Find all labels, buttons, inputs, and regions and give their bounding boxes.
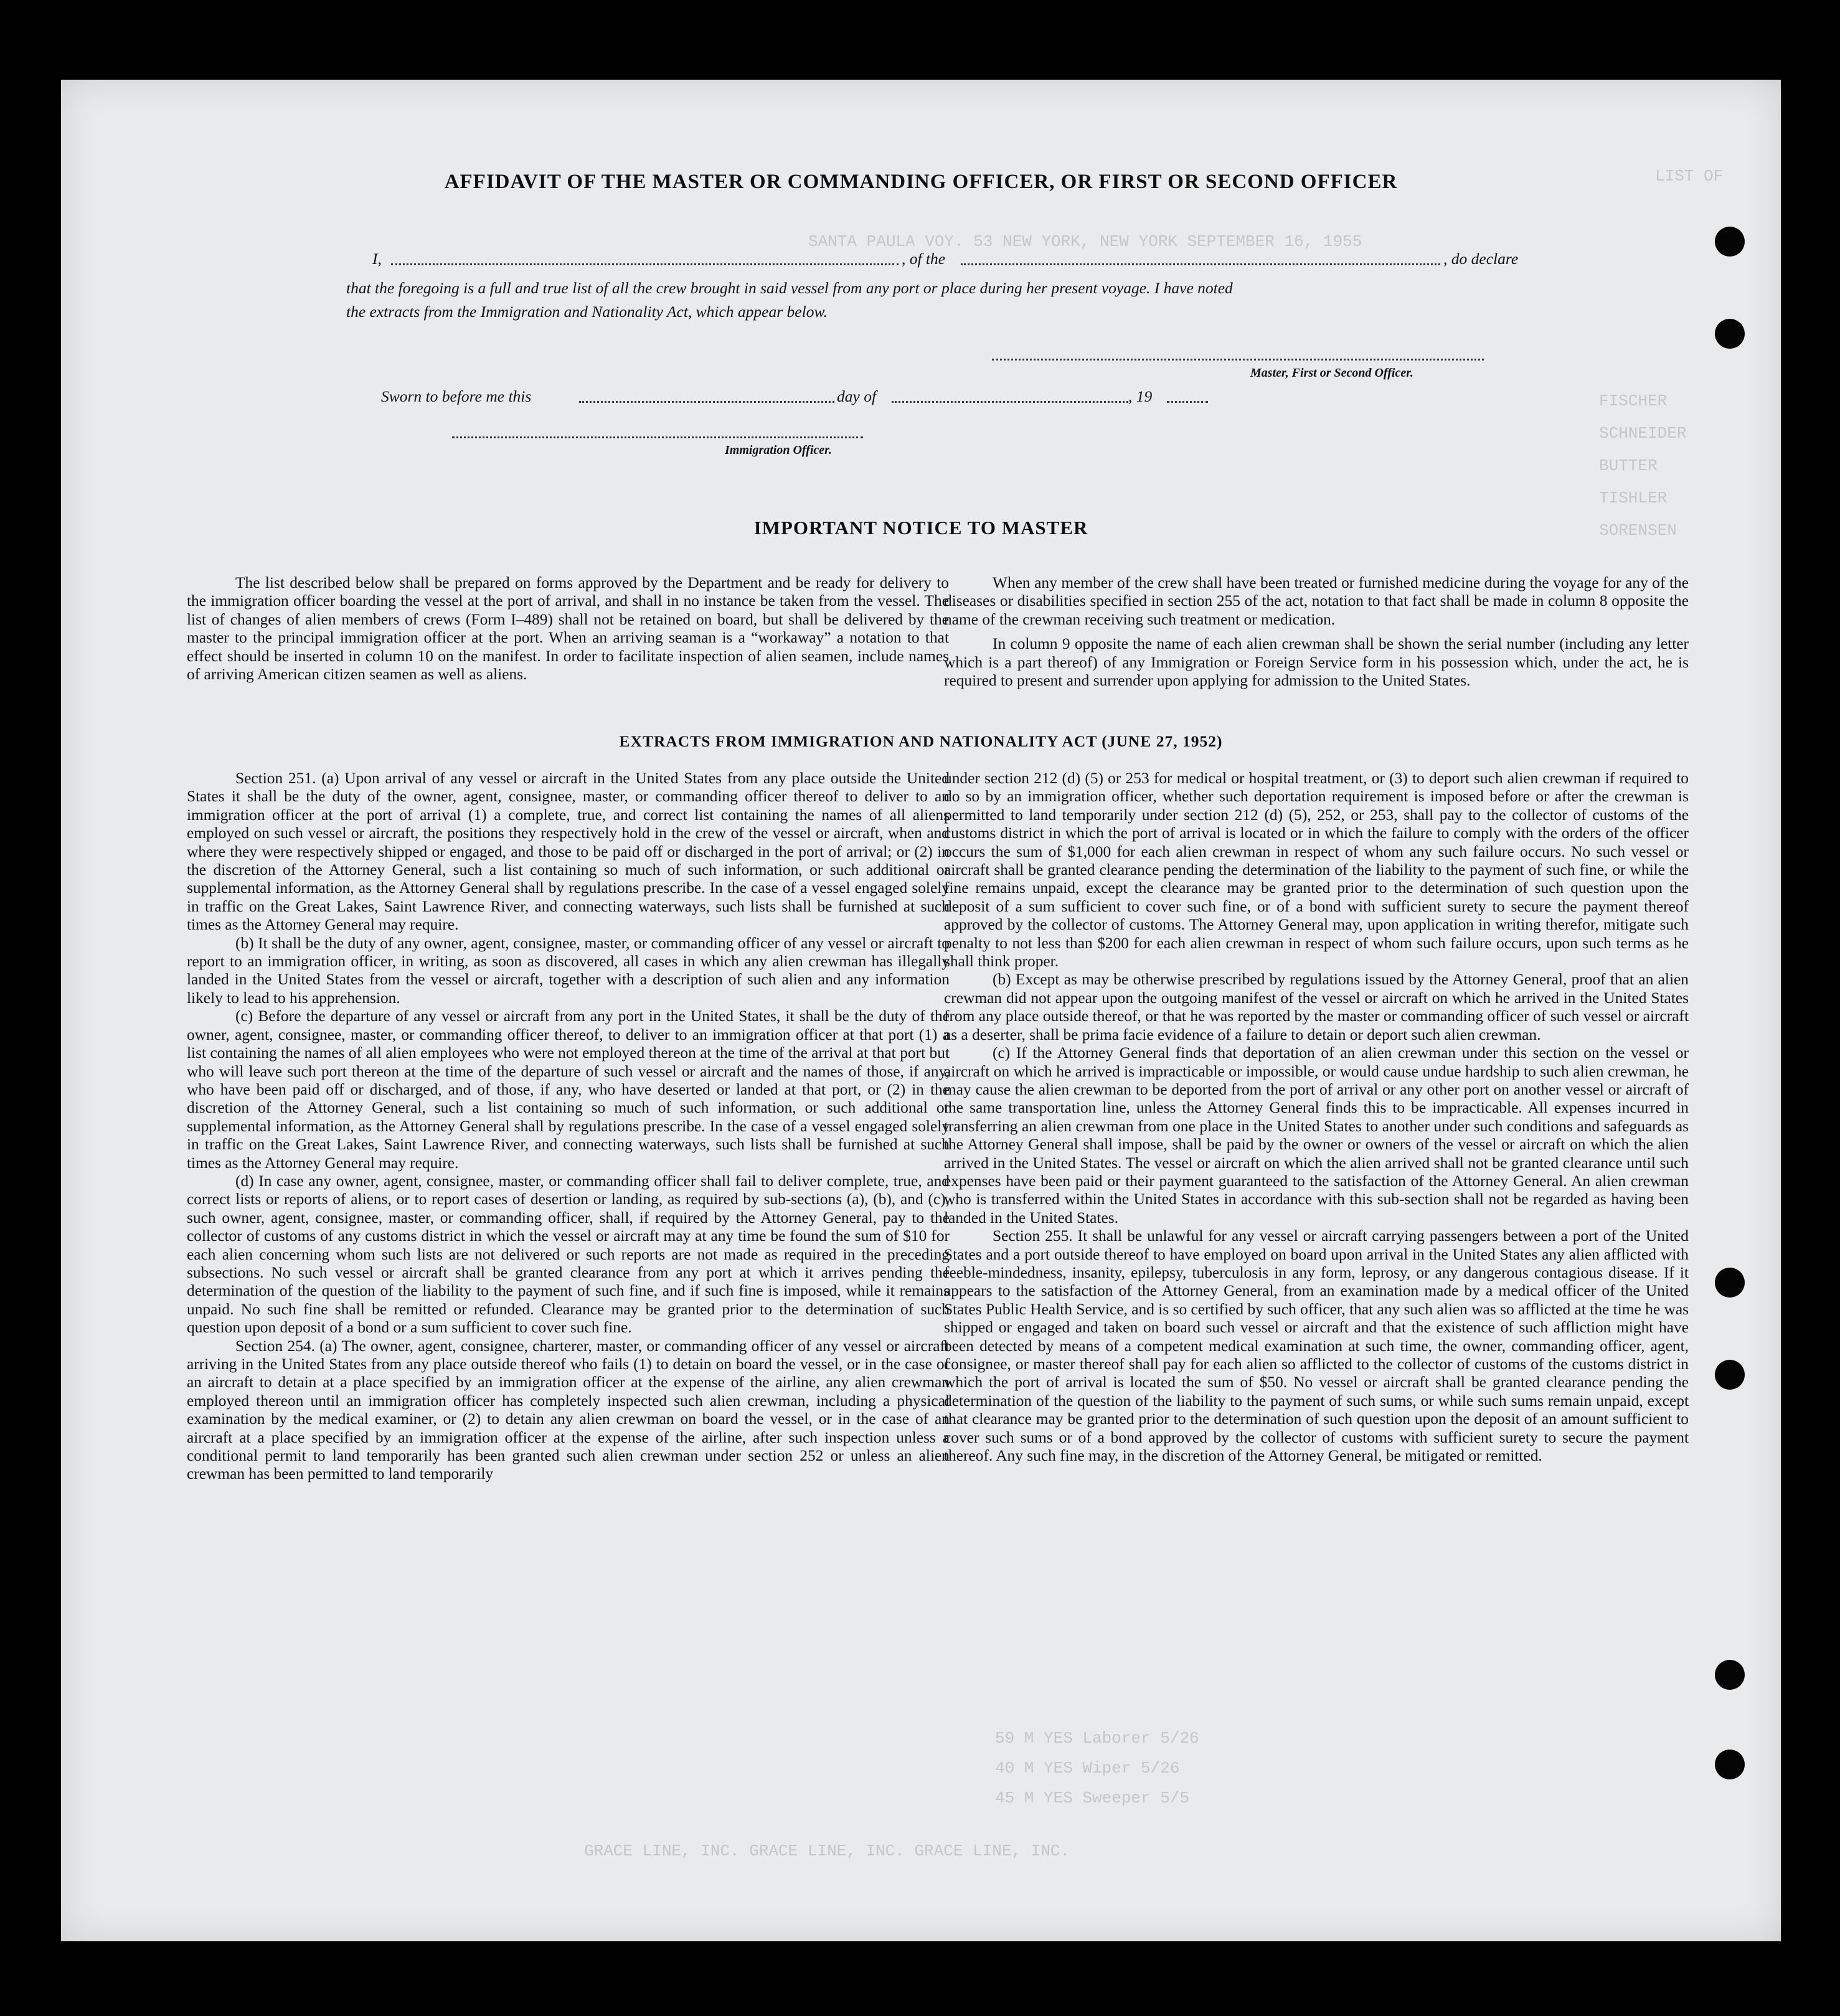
section-251-a: Section 251. (a) Upon arrival of any vessel or aircraft in the United States from any place outside the United States it shall be the duty of the owner, agent, consignee, master, or commanding officer thereof to deliver to an immigration officer at the port of arrival (1) a complete, true, and correct list containing the names of all aliens employed on such vessel or aircraft, the positions they respectively hold in the crew of the vessel or aircraft, when and where they were respectively shipped or engaged, and those to be paid off or discharged in the port of arrival; or (2) in the discretion of the Attorney General, such a list containing so much of such information, or such additional or supplemental information, as the Attorney General shall by regulations prescribe. In the case of a vessel engaged solely in traffic on the Great Lakes, Saint Lawrence River, and connecting waterways, such lists shall be furnished at such times as the Attorney General may require. <box>187 770 950 934</box>
sworn-prefix: Sworn to before me this <box>381 387 532 405</box>
notice-right-paragraph-2: In column 9 opposite the name of each alien crewman shall be shown the serial number (including any letter which is a part thereof) of any Immigration or Foreign Service form in his possession which, under the act, he is required to present and surrender upon applying for admission to the United States. <box>944 635 1689 690</box>
bleed-through-text: GRACE LINE, INC. GRACE LINE, INC. GRACE LINE, INC. <box>584 1842 1070 1860</box>
punch-hole <box>1715 1750 1745 1779</box>
punch-hole <box>1715 1660 1745 1690</box>
extracts-right-column <box>944 770 1689 1465</box>
document-sheet <box>61 80 1781 1941</box>
sworn-year: , 19 <box>1128 387 1153 405</box>
punch-hole <box>1715 319 1745 349</box>
signature-caption: Master, First or Second Officer. <box>1250 366 1413 380</box>
affidavit-title: AFFIDAVIT OF THE MASTER OR COMMANDING OFFICER, OR FIRST OR SECOND OFFICER <box>444 171 1398 193</box>
immigration-officer-line[interactable] <box>452 436 863 438</box>
signature-line[interactable] <box>992 359 1484 360</box>
sworn-month-blank[interactable] <box>892 401 1128 403</box>
declaration-do-declare: , do declare <box>1443 250 1519 268</box>
section-255: Section 255. It shall be unlawful for any vessel or aircraft carrying passengers between a port of the United States and a port outside thereof to have employed on board upon arrival in the United States any alien afflicted with feeble-mindedness, insanity, epilepsy, tuberculosis in any form, leprosy, or any dangerous contagious disease. If it appears to the satisfaction of the Attorney General, from an examination made by a medical officer of the United States Public Health Service, and is so certified by such officer, that any such alien was so afflicted at the time he was shipped or engaged and taken on board such vessel or aircraft and that the existence of such affliction might have been detected by means of a competent medical examination at such time, the owner, commanding officer, agent, consignee, or master thereof shall pay for each alien so afflicted to the collector of customs of the customs district in which the port of arrival is located the sum of $50. No vessel or aircraft shall be granted clearance pending the determination of the question of the liability to the payment of such sums, or while such sums remain unpaid, except that clearance may be granted prior to the determination of such question upon the deposit of an amount sufficient to cover such sums or of a bond approved by the collector of customs with sufficient surety to secure the payment thereof. Any such fine may, in the discretion of the Attorney General, be mitigated or remitted. <box>944 1227 1689 1465</box>
punch-hole <box>1715 227 1745 257</box>
master-name-blank[interactable] <box>391 263 899 265</box>
sworn-day-blank[interactable] <box>579 401 834 403</box>
immigration-officer-caption: Immigration Officer. <box>725 443 832 457</box>
section-254-a-continued: under section 212 (d) (5) or 253 for medical or hospital treatment, or (3) to deport such alien crewman if required to do so by an immigration officer, whether such deportation requirement is imposed before or after the crewman is permitted to land temporarily under section 212 (d) (5), 252, or 253, shall pay to the collector of customs of the customs district in which the port of arrival is located or in which the failure to comply with the orders of the officer occurs the sum of $1,000 for each alien crewman in respect of whom any such failure occurs. No such vessel or aircraft shall be granted clearance pending the determination of the liability to the payment of such fine, or while the fine remains unpaid, except the clearance may be granted prior to the determination of such question upon the deposit of a sum sufficient to cover such fine, or of a bond with sufficient surety to secure the payment thereof approved by the collector of customs. The Attorney General may, upon application in writing therefor, mitigate such penalty to not less than $200 for each alien crewman in respect of whom such failure occurs, upon such terms as he shall think proper. <box>944 770 1689 971</box>
sworn-line <box>381 387 1253 407</box>
notice-title: IMPORTANT NOTICE TO MASTER <box>753 517 1088 539</box>
section-251-b: (b) It shall be the duty of any owner, agent, consignee, master, or commanding officer of any vessel or aircraft to report to an immigration officer, in writing, as soon as discovered, all cases in which any alien crewman has illegally landed in the United States from the vessel or aircraft, together with a description of such alien and any information likely to lead to his apprehension. <box>187 934 950 1007</box>
declaration-line-1 <box>372 250 1543 270</box>
declaration-of-the: , of the <box>902 250 946 268</box>
notice-left <box>187 574 949 690</box>
declaration-line-2: that the foregoing is a full and true list of all the crew brought in said vessel from any port or place during her present voyage. I have noted <box>346 279 1233 297</box>
declaration-i: I, <box>372 250 382 268</box>
section-254-b: (b) Except as may be otherwise prescribed by regulations issued by the Attorney General, proof that an alien crewman did not appear upon the outgoing manifest of the vessel or aircraft on which he arrived in the United States from any place outside thereof, or that he was reported by the master or commanding officer of such vessel or aircraft as a deserter, shall be prima facie evidence of a failure to detain or deport such alien crewman. <box>944 971 1689 1043</box>
notice-right-paragraph-1: When any member of the crew shall have been treated or furnished medicine during the voyage for any of the diseases or disabilities specified in section 255 of the act, notation to that fact shall be made in column 8 opposite the name of the crewman receiving such treatment or medication. <box>944 574 1689 628</box>
declaration-line-3: the extracts from the Immigration and Nationality Act, which appear below. <box>346 303 828 321</box>
punch-hole <box>1715 1360 1745 1390</box>
bleed-through-text: LIST OF <box>1655 167 1724 186</box>
section-254-a: Section 254. (a) The owner, agent, consignee, charterer, master, or commanding officer of any vessel or aircraft arriving in the United States from any place outside thereof who fails (1) to detain on board the vessel, or in the case of an aircraft to detain at a place specified by an immigration officer at the expense of the airline, any alien crewman employed thereon until an immigration officer has completely inspected such alien crewman, including a physical examination by the medical examiner, or (2) to detain any alien crewman on board the vessel, or in the case of an aircraft at a place specified by an immigration officer at the expense of the airline, after such inspection unless a conditional permit to land temporarily has been granted such alien crewman under section 252 or unless an alien crewman has been permitted to land temporarily <box>187 1337 950 1483</box>
section-251-c: (c) Before the departure of any vessel or aircraft from any port in the United States, it shall be the duty of the owner, agent, consignee, master, or commanding officer thereof, to deliver to an immigration officer at that port (1) a list containing the names of all alien employees who were not employed thereon at the time of the arrival at that port but who will leave such port thereon at the time of the departure of such vessel or aircraft and the names of those, if any, who have been paid off or discharged, and of those, if any, who have deserted or landed at that port, or (2) in the discretion of the Attorney General, such a list containing so much of such information, or such additional or supplemental information, as the Attorney General shall by regulations prescribe. In the case of a vessel engaged solely in traffic on the Great Lakes, Saint Lawrence River, and connecting waterways, such lists shall be furnished at such times as the Attorney General may require. <box>187 1007 950 1172</box>
extracts-title: EXTRACTS FROM IMMIGRATION AND NATIONALITY ACT (JUNE 27, 1952) <box>619 732 1223 750</box>
sworn-year-blank[interactable] <box>1167 401 1208 403</box>
notice-left-paragraph: The list described below shall be prepared on forms approved by the Department and be ready for delivery to the immigration officer boarding the vessel at the port of arrival, and shall in no instance be taken from the vessel. The list of changes of alien members of crews (Form I–489) shall not be retained on board, but shall be delivered by the master to the principal immigration officer at the port. When an arriving seaman is a “workaway” a notation to that effect should be inserted in column 10 on the manifest. In order to facilitate inspection of alien seamen, include names of arriving American citizen seamen as well as aliens. <box>187 574 949 684</box>
bleed-through-text: SANTA PAULA VOY. 53 NEW YORK, NEW YORK SEPTEMBER 16, 1955 <box>808 232 1362 251</box>
extracts-left-column <box>187 770 950 1484</box>
bleed-through-text: 59 M YES Laborer 5/26 40 M YES Wiper 5/26 45 M YES Sweeper 5/5 <box>995 1729 1199 1807</box>
section-251-d: (d) In case any owner, agent, consignee, master, or commanding officer shall fail to deliver complete, true, and correct lists or reports of aliens, or to report cases of desertion or landing, as required by sub-sections (a), (b), and (c), such owner, agent, consignee, master, or commanding officer, shall, if required by the Attorney General, pay to the collector of customs of any customs district in which the vessel or aircraft may at any time be found the sum of $10 for each alien concerning whom such lists are not delivered or such reports are not made as required in the preceding subsections. No such vessel or aircraft shall be granted clearance from any port at which it arrives pending the determination of the question of the liability to the payment of such fine, and if such fine is imposed, while it remains unpaid. No such fine shall be remitted or refunded. Clearance may be granted prior to the determination of such question upon deposit of a bond or a sum sufficient to cover such fine. <box>187 1172 950 1337</box>
punch-hole <box>1715 1268 1745 1298</box>
vessel-name-blank[interactable] <box>961 263 1440 265</box>
section-254-c: (c) If the Attorney General finds that deportation of an alien crewman under this section on the vessel or aircraft on which he arrived is impracticable or impossible, or would cause undue hardship to such alien crewman, he may cause the alien crewman to be deported from the port of arrival or any other port on another vessel or aircraft of the same transportation line, unless the Attorney General finds this to be impracticable. All expenses incurred in transferring an alien crewman from one place in the United States to another under such conditions and safeguards as the Attorney General shall impose, shall be paid by the owner or owners of the vessel or aircraft on which the alien arrived in the United States. The vessel or aircraft on which the alien arrived shall not be granted clearance until such expenses have been paid or their payment guaranteed to the satisfaction of the Attorney General. An alien crewman who is transferred within the United States in accordance with this sub-section shall not be regarded as having been landed in the United States. <box>944 1044 1689 1227</box>
notice-right <box>944 574 1689 696</box>
bleed-through-text: FISCHER SCHNEIDER BUTTER TISHLER SORENSEN <box>1599 392 1687 540</box>
sworn-day-of: day of <box>837 387 877 405</box>
